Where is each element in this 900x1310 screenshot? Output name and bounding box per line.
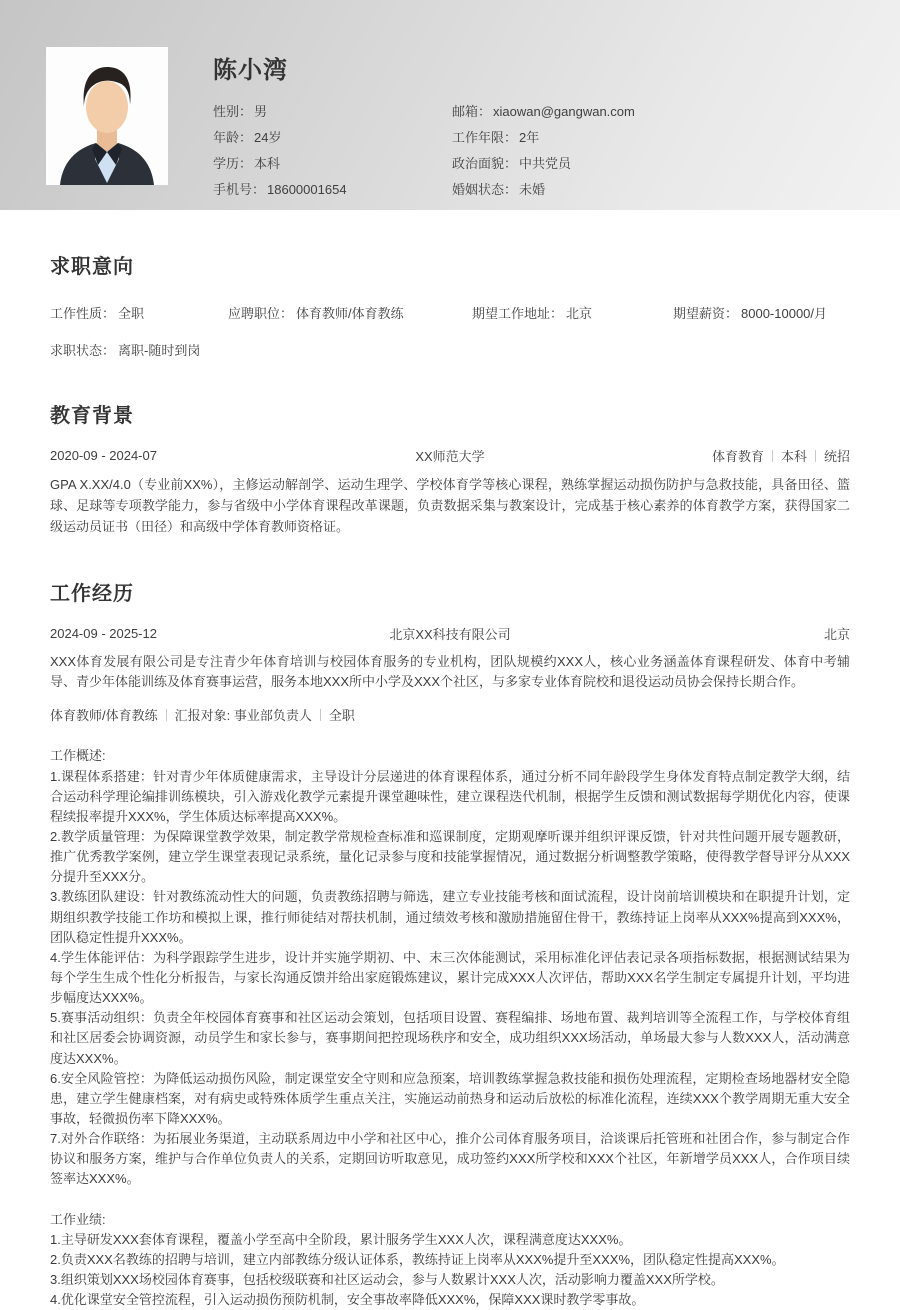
info-row-age: [213, 125, 452, 151]
education-degree: 本科: [780, 449, 807, 464]
education-description: GPA X.XX/4.0（专业前XX%），主修运动解剖学、运动生理学、学校体育学等核心课程，熟练掌握运动损伤防护与急救技能，具备田径、篮球、足球等专项教学能力，参与省级中小学体育课程改革课题，负责数据采集与教案设计，完成基于核心素养的体育教学方案，获得国家二级运动员证书（田径）和高级中学体育教师资格证。: [50, 477, 850, 535]
resume-header: [0, 0, 900, 210]
info-label: 年龄：: [213, 130, 253, 145]
work-overview-item: 7.对外合作联络：为拓展业务渠道，主动联系周边中小学和社区中心，推介公司体育服务项目，洽谈课后托管班和社团合作，参与制定合作协议和服务方案，维护与合作单位负责人的关系，定期回访听取意见，成功签约XXX所学校和XXX个社区，年新增学员XXX人，合作项目续签率达XXX%。: [50, 1131, 850, 1187]
field-value: 北京: [566, 306, 593, 321]
education-major: 体育教育: [711, 449, 764, 464]
field-label: 工作性质：: [50, 306, 116, 321]
company-intro: XXX体育发展有限公司是专注青少年体育培训与校园体育服务的专业机构，团队规模约XXX人，核心业务涵盖体育课程研发、体育中考辅导、青少年体能训练及体育赛事运营，服务本地XXX所中小学及XXX个社区，与多家专业体育院校和退役运动员协会保持长期合作。: [50, 654, 850, 690]
work-achievement-item: 3.组织策划XXX场校园体育赛事，包括校级联赛和社区运动会，参与人数累计XXX人次，活动影响力覆盖XXX所学校。: [50, 1271, 724, 1287]
info-label: 政治面貌：: [452, 156, 518, 171]
work-overview-item: 5.赛事活动组织：负责全年校园体育赛事和社区运动会策划，包括项目设置、赛程编排、场地布置、裁判培训等全流程工作，与学校体育组和社区居委会协调资源，动员学生和家长参与，赛事期间把控现场秩序和安全，成功组织XXX场活动，单场最大参与人数XXX人，活动满意度达XXX%。: [50, 1010, 850, 1066]
header-info: [213, 50, 860, 203]
field-value: 体育教师/体育教练: [296, 306, 404, 321]
field-expected-salary: [673, 303, 850, 322]
education-enrollment: 统招: [823, 449, 850, 464]
basic-info-left-column: [213, 99, 452, 203]
info-row-political-status: [452, 151, 860, 177]
job-intention-fields-row: [50, 303, 850, 322]
info-row-gender: [213, 99, 452, 125]
info-label: 手机号：: [213, 182, 266, 197]
profile-photo: [46, 47, 168, 185]
work-achievement-item: 1.主导研发XXX套体育课程，覆盖小学至高中全阶段，累计服务学生XXX人次，课程满意度达XXX%。: [50, 1231, 632, 1247]
education-school: XX师范大学: [415, 449, 485, 464]
job-type: 全职: [328, 708, 355, 724]
info-value: 2年: [519, 130, 540, 145]
info-value: xiaowan@gangwan.com: [493, 104, 635, 119]
info-label: 婚姻状态：: [452, 182, 518, 197]
info-row-education-level: [213, 151, 452, 177]
work-achievement-item: 4.优化课堂安全管控流程，引入运动损伤预防机制，安全事故率降低XXX%，保障XXX课时教学零事故。: [50, 1292, 645, 1308]
info-row-phone: [213, 177, 452, 203]
work-overview-block: [50, 746, 850, 1189]
info-label: 学历：: [213, 156, 253, 171]
work-achievement-item: 2.负责XXX名教练的招聘与培训，建立内部教练分级认证体系，教练持证上岗率从XXX%提升至XXX%，团队稳定性提高XXX%。: [50, 1251, 785, 1267]
info-label: 邮箱：: [452, 104, 492, 119]
field-target-position: [228, 303, 472, 322]
portrait-illustration: [46, 47, 168, 185]
work-location: 北京: [823, 627, 850, 643]
info-value: 中共党员: [519, 156, 572, 171]
section-title-education: 教育背景: [50, 405, 134, 427]
work-overview-item: 1.课程体系搭建：针对青少年体质健康需求，主导设计分层递进的体育课程体系，通过分析不同年龄段学生身体发育特点制定教学大纲，结合运动科学理论编排训练模块，引入游戏化教学元素提升课堂趣味性，建立课程迭代机制，根据学生反馈和测试数据每学期优化内容，使课程续报率提升XXX%，学生体质达标率提高XXX%。: [50, 768, 850, 824]
divider: [166, 709, 167, 721]
candidate-name: 陈小湾: [213, 57, 288, 84]
position-title: 体育教师/体育教练: [50, 708, 158, 724]
field-job-seeking-status: [50, 340, 850, 359]
divider: [320, 709, 321, 721]
info-value: 24岁: [254, 130, 282, 145]
work-company: 北京XX科技有限公司: [389, 627, 511, 643]
info-row-email: [452, 99, 860, 125]
work-overview-item: 6.安全风险管控：为降低运动损伤风险，制定课堂安全守则和应急预案，培训教练掌握急救技能和损伤处理流程，定期检查场地器材安全隐患，建立学生健康档案，对有病史或特殊体质学生重点关注，实施运动前热身和运动后放松的标准化流程，连续XXX个教学周期无重大安全事故，轻微损伤率下降XXX%。: [50, 1070, 850, 1126]
education-entry-row: [50, 446, 850, 465]
work-achievements-block: [50, 1210, 850, 1310]
education-tags: [650, 446, 850, 465]
section-title-job-intention: 求职意向: [50, 256, 134, 278]
info-value: 本科: [254, 156, 281, 171]
section-title-work-experience: 工作经历: [50, 583, 134, 606]
info-label: 工作年限：: [452, 130, 518, 145]
position-row: [50, 705, 850, 724]
field-label: 应聘职位：: [228, 306, 294, 321]
info-row-marital-status: [452, 177, 860, 203]
divider: [815, 450, 816, 462]
field-value: 离职-随时到岗: [118, 343, 201, 358]
info-row-work-years: [452, 125, 860, 151]
education-period: 2020-09 - 2024-07: [50, 448, 157, 463]
basic-info-right-column: [452, 99, 860, 203]
work-overview-item: 4.学生体能评估：为科学跟踪学生进步，设计并实施学期初、中、末三次体能测试，采用标准化评估表记录各项指标数据，根据测试结果为每个学生生成个性化分析报告，与家长沟通反馈并给出家庭锻炼建议，累计完成XXX人次评估，帮助XXX名学生制定专属提升计划，平均进步幅度达XXX%。: [50, 949, 850, 1006]
info-value: 男: [254, 104, 268, 119]
info-value: 18600001654: [267, 182, 347, 197]
work-period: 2024-09 - 2025-12: [50, 626, 157, 642]
work-overview-item: 2.教学质量管理：为保障课堂教学效果，制定教学常规检查标准和巡课制度，定期观摩听课并组织评课反馈，针对共性问题开展专题教研，推广优秀教学案例，建立学生课堂表现记录系统，量化记录参与度和技能掌握情况，通过数据分析调整教学策略，使得教学督导评分从XXX分提升至XXX分。: [50, 828, 850, 885]
field-value: 全职: [118, 306, 145, 321]
work-overview-item: 3.教练团队建设：针对教练流动性大的问题，负责教练招聘与筛选，建立专业技能考核和面试流程，设计岗前培训模块和在职提升计划，定期组织教学技能工作坊和模拟上课，推行师徒结对帮扶机制，通过绩效考核和激励措施留住骨干，教练持证上岗率从XXX%提高到XXX%，团队稳定性提升XXX%。: [50, 889, 850, 945]
field-target-location: [472, 303, 673, 322]
info-label: 性别：: [213, 104, 253, 119]
resume-body: [0, 250, 900, 1310]
basic-info-grid: [213, 99, 860, 203]
divider: [772, 450, 773, 462]
field-label: 期望薪资：: [673, 306, 739, 321]
field-label: 期望工作地址：: [472, 306, 564, 321]
report-to: 汇报对象: 事业部负责人: [174, 708, 312, 724]
info-value: 未婚: [519, 182, 546, 197]
field-job-nature: [50, 303, 228, 322]
work-entry-row: [50, 624, 850, 643]
work-achievements-title: 工作业绩:: [50, 1211, 106, 1227]
field-label: 求职状态：: [50, 343, 116, 358]
field-value: 8000-10000/月: [741, 306, 828, 321]
work-overview-title: 工作概述:: [50, 748, 106, 764]
